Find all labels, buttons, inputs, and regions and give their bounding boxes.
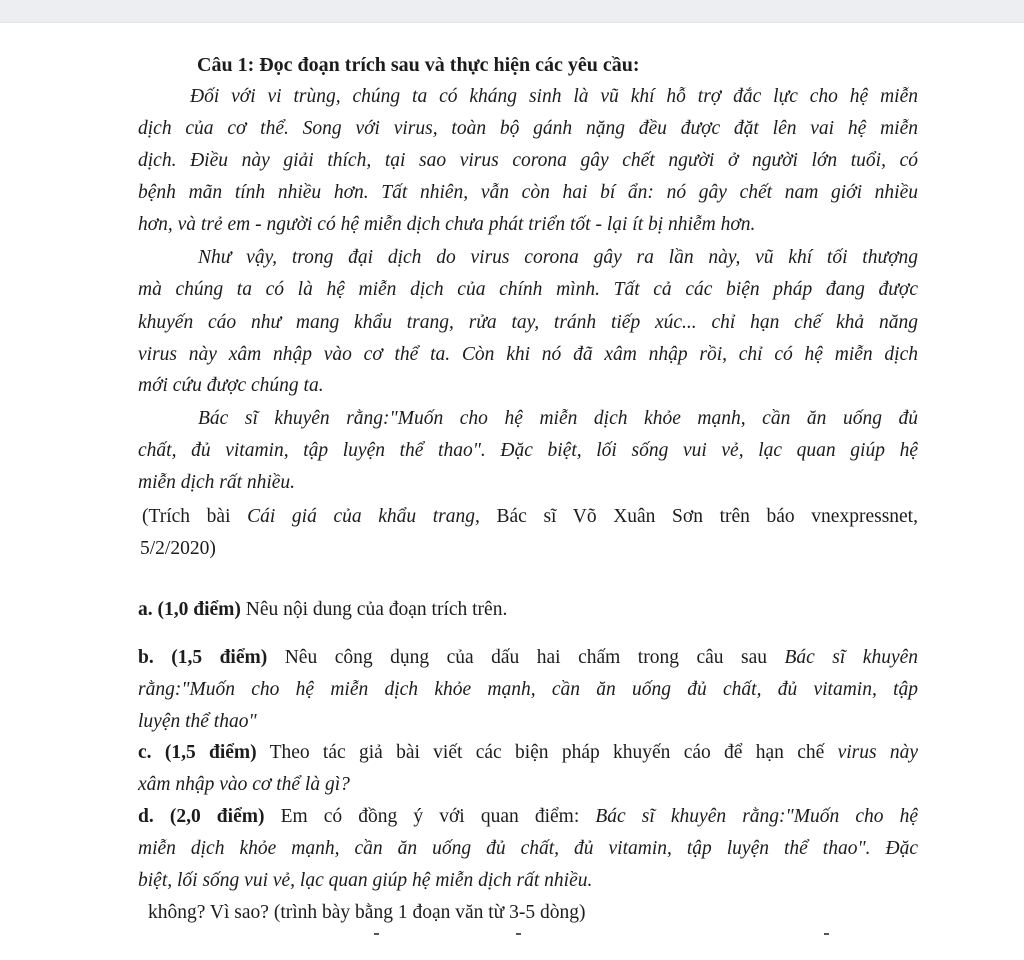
question-d-line-2: miễn dịch khỏe mạnh, cần ăn uống đủ chất, đủ vitamin, tập luyện thể thao". Đặc <box>138 838 918 859</box>
passage-p1-line-3: dịch. Điều này giải thích, tại sao virus corona gây chết người ở người lớn tuổi, có <box>138 150 918 171</box>
question-b-line-1 <box>138 648 918 668</box>
question-a-text: Nêu nội dung của đoạn trích trên. <box>240 599 508 620</box>
question-a-label: a. (1,0 điểm) <box>138 599 241 620</box>
question-b-line-3: luyện thể thao" <box>138 711 257 732</box>
passage-p2-line-4: virus này xâm nhập vào cơ thể ta. Còn khi nó đã xâm nhập rồi, chỉ có hệ miễn dịch <box>138 344 918 365</box>
question-b-quote-1: Bác sĩ khuyên <box>784 647 918 668</box>
question-b-text: Nêu công dụng của dấu hai chấm trong câu sau <box>267 647 785 668</box>
question-a <box>138 600 507 620</box>
source-article-title: Cái giá của khẩu trang <box>247 506 476 527</box>
question-d-line-4: không? Vì sao? (trình bày bằng 1 đoạn văn từ 3-5 dòng) <box>148 902 586 923</box>
question-d-line-1 <box>138 807 918 827</box>
passage-p1-line-5: hơn, và trẻ em - người có hệ miễn dịch chưa phát triển tốt - lại ít bị nhiễm hơn. <box>138 214 756 235</box>
document-page <box>0 23 1024 960</box>
source-suffix: , Bác sĩ Võ Xuân Sơn trên báo vnexpressnet, <box>475 506 918 527</box>
question-c-label: c. (1,5 điểm) <box>138 742 257 763</box>
question-d-label: d. (2,0 điểm) <box>138 806 265 827</box>
question-b-line-2: rằng:"Muốn cho hệ miễn dịch khỏe mạnh, cần ăn uống đủ chất, đủ vitamin, tập <box>138 679 918 700</box>
browser-top-bar <box>0 0 1024 23</box>
passage-p1-line-4: bệnh mãn tính nhiều hơn. Tất nhiên, vẫn còn hai bí ẩn: nó gây chết nam giới nhiều <box>138 182 918 203</box>
passage-p1-line-1: Đối với vi trùng, chúng ta có kháng sinh là vũ khí hỗ trợ đắc lực cho hệ miễn <box>190 86 918 107</box>
passage-p3-line-3: miễn dịch rất nhiều. <box>138 472 296 493</box>
passage-p3-line-1: Bác sĩ khuyên rằng:"Muốn cho hệ miễn dịch khỏe mạnh, cần ăn uống đủ <box>198 408 918 429</box>
question-c-line-1 <box>138 743 918 763</box>
page-edge-mark <box>824 933 829 935</box>
question-title: Câu 1: Đọc đoạn trích sau và thực hiện các yêu cầu: <box>197 54 640 76</box>
passage-p3-line-2: chất, đủ vitamin, tập luyện thể thao". Đặc biệt, lối sống vui vẻ, lạc quan giúp hệ <box>138 440 918 461</box>
question-c-line-2: xâm nhập vào cơ thể là gì? <box>138 774 350 795</box>
source-date: 5/2/2020) <box>140 538 216 559</box>
question-b-label: b. (1,5 điểm) <box>138 647 268 668</box>
page-edge-mark <box>374 933 379 935</box>
question-d-line-3: biệt, lối sống vui vẻ, lạc quan giúp hệ miễn dịch rất nhiều. <box>138 870 593 891</box>
question-c-italic-1: virus này <box>837 742 919 763</box>
passage-p2-line-5: mới cứu được chúng ta. <box>138 375 324 396</box>
source-citation <box>142 507 918 527</box>
passage-p2-line-3: khuyến cáo như mang khẩu trang, rửa tay, tránh tiếp xúc... chỉ hạn chế khả năng <box>138 312 918 333</box>
question-d-text: Em có đồng ý với quan điểm: <box>264 806 596 827</box>
question-c-text: Theo tác giả bài viết các biện pháp khuyến cáo để hạn chế <box>256 742 838 763</box>
passage-p2-line-1: Như vậy, trong đại dịch do virus corona gây ra lần này, vũ khí tối thượng <box>198 247 918 268</box>
question-d-italic-1: Bác sĩ khuyên rằng:"Muốn cho hệ <box>595 806 919 827</box>
page-edge-mark <box>516 933 521 935</box>
passage-p1-line-2: dịch của cơ thể. Song với virus, toàn bộ gánh nặng đều được đặt lên vai hệ miễn <box>138 118 918 139</box>
passage-p2-line-2: mà chúng ta có là hệ miễn dịch của chính mình. Tất cả các biện pháp đang được <box>138 279 918 300</box>
source-prefix: (Trích bài <box>142 506 248 527</box>
